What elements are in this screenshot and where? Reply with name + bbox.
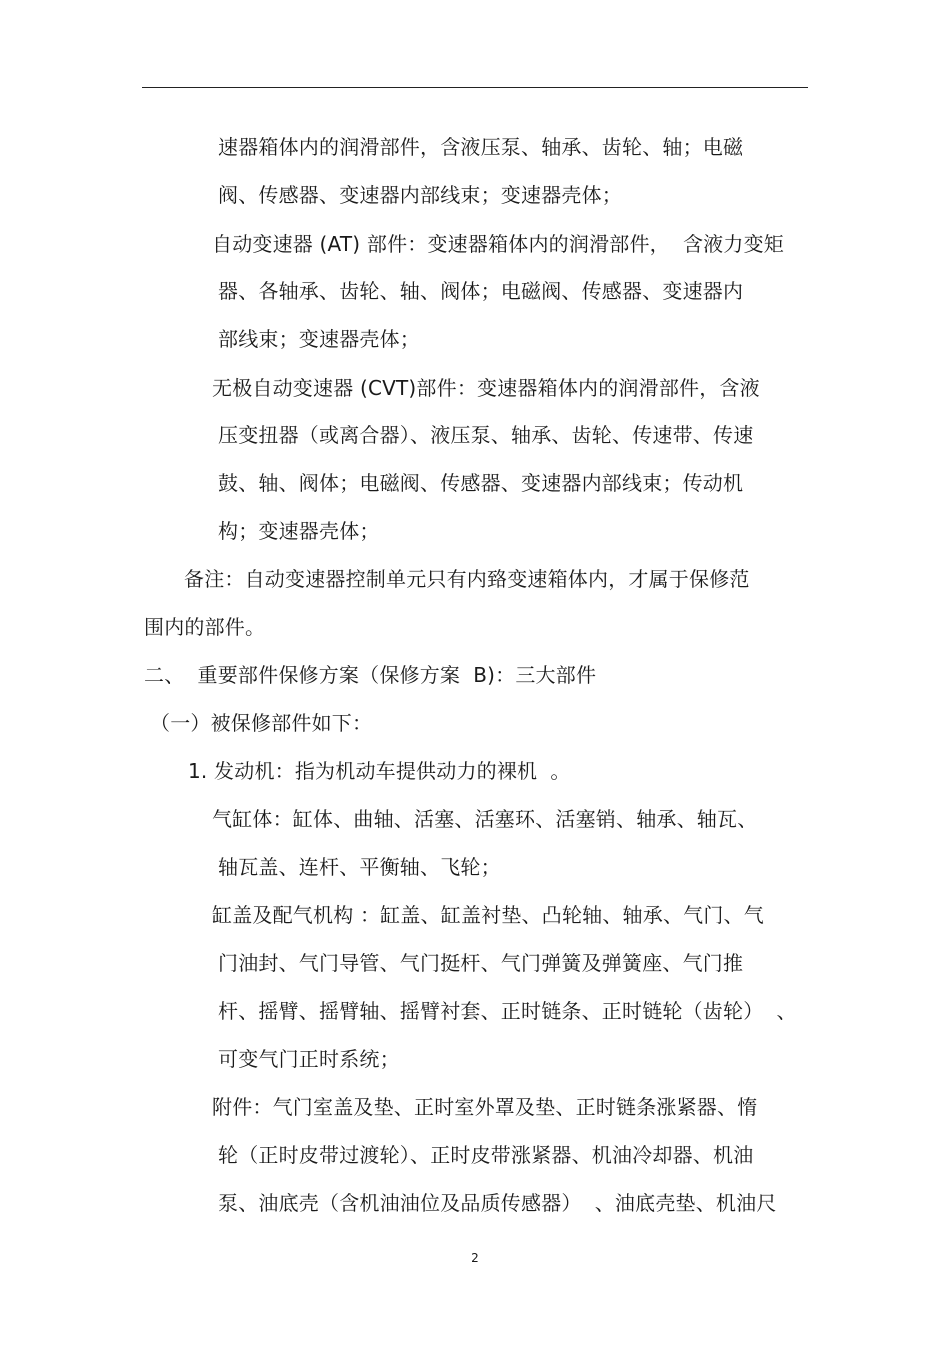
body-line: 构；变速器壳体； <box>218 519 380 543</box>
body-line: 阀、传感器、变速器内部线束；变速器壳体； <box>218 183 622 207</box>
body-line: 轴瓦盖、连杆、平衡轴、飞轮； <box>218 855 501 879</box>
subsection-heading: （一）被保修部件如下： <box>150 711 373 735</box>
body-line: 部线束；变速器壳体； <box>218 327 420 351</box>
body-line: 无极自动变速器 (CVT)部件：变速器箱体内的润滑部件，含液 <box>212 376 760 400</box>
section-heading: 二、 重要部件保修方案（保修方案 B)：三大部件 <box>144 663 597 687</box>
body-line: 压变扭器（或离合器）、液压泵、轴承、齿轮、传速带、传速 <box>218 423 754 447</box>
body-line: 器、各轴承、齿轮、轴、阀体；电磁阀、传感器、变速器内 <box>218 279 744 303</box>
body-line: 杆、摇臂、摇臂轴、摇臂衬套、正时链条、正时链轮（齿轮） 、 <box>218 999 797 1023</box>
body-line: 速器箱体内的润滑部件，含液压泵、轴承、齿轮、轴；电磁 <box>218 135 744 159</box>
body-line: 门油封、气门导管、气门挺杆、气门弹簧及弹簧座、气门推 <box>218 951 744 975</box>
body-line: 自动变速器 (AT) 部件：变速器箱体内的润滑部件， 含液力变矩 <box>212 232 784 256</box>
body-line: 轮（正时皮带过渡轮）、正时皮带涨紧器、机油冷却器、机油 <box>218 1143 754 1167</box>
item-heading: 1. 发动机：指为机动车提供动力的裸机 。 <box>188 759 571 783</box>
remark-line: 备注：自动变速器控制单元只有内臵变速箱体内，才属于保修范 <box>184 567 750 591</box>
header-rule <box>142 87 808 88</box>
body-line: 附件：气门室盖及垫、正时室外罩及垫、正时链条涨紧器、惰 <box>212 1095 758 1119</box>
page-number: 2 <box>471 1251 479 1265</box>
body-line: 缸盖及配气机构 ：缸盖、缸盖衬垫、凸轮轴、轴承、气门、气 <box>212 903 764 927</box>
remark-line: 围内的部件。 <box>144 615 266 639</box>
body-line: 泵、油底壳（含机油油位及品质传感器） 、油底壳垫、机油尺 <box>218 1191 777 1215</box>
body-line: 气缸体：缸体、曲轴、活塞、活塞环、活塞销、轴承、轴瓦、 <box>212 807 758 831</box>
body-line: 鼓、轴、阀体；电磁阀、传感器、变速器内部线束；传动机 <box>218 471 744 495</box>
body-line: 可变气门正时系统； <box>218 1047 400 1071</box>
